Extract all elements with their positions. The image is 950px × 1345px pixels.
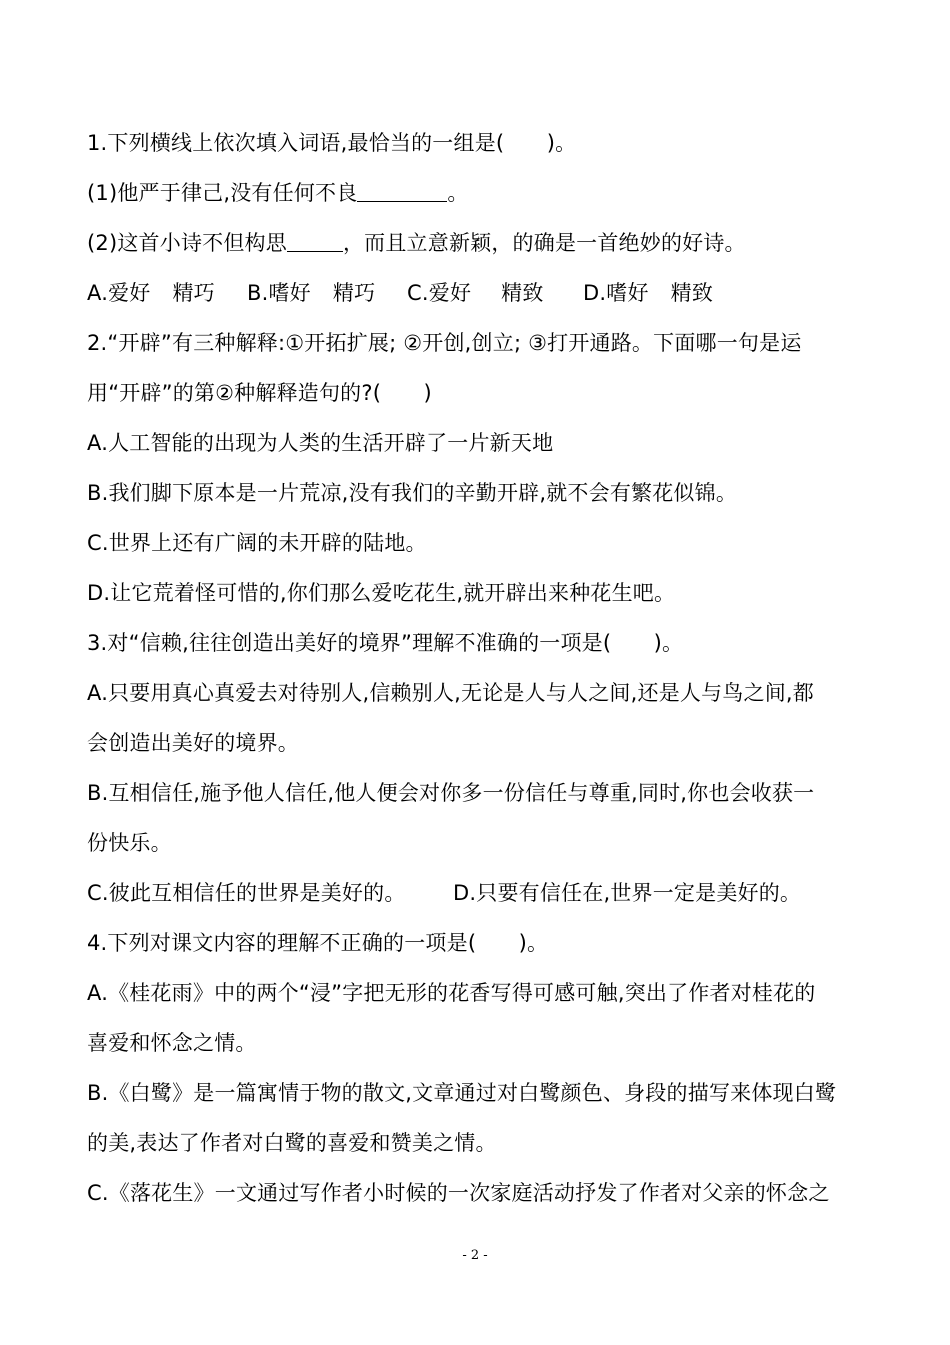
q2-option-a: A.人工智能的出现为人类的生活开辟了一片新天地 [87,431,554,455]
q1-option-d-word: 精致 [670,281,714,305]
q4-option-c-line-1: C.《落花生》一文通过写作者小时候的一次家庭活动抒发了作者对父亲的怀念之 [87,1181,830,1205]
q3-option-a-line-1: A.只要用真心真爱去对待别人,信赖别人,无论是人与人之间,还是人与鸟之间,都 [87,681,814,705]
q3-option-a-line-2: 会创造出美好的境界。 [87,731,299,755]
q2-option-b: B.我们脚下原本是一片荒凉,没有我们的辛勤开辟,就不会有繁花似锦。 [87,481,738,505]
q2-option-d: D.让它荒着怪可惜的,你们那么爱吃花生,就开辟出来种花生吧。 [87,581,676,605]
q1-stem: 1.下列横线上依次填入词语,最恰当的一组是( )。 [87,131,577,155]
q1-option-c [407,268,583,318]
q4-option-b-line-1: B.《白鹭》是一篇寓情于物的散文,文章通过对白鹭颜色、身段的描写来体现白鹭 [87,1081,837,1105]
q1-item-1-end: 。 [447,181,469,205]
q1-blank-2 [287,230,343,252]
q1-item-2-text: (2)这首小诗不但构思 [87,231,287,255]
q4-option-a-line-2: 喜爱和怀念之情。 [87,1031,257,1055]
q1-option-d-label: D.嗜好 [583,281,649,305]
q1-option-d [583,268,713,318]
q1-options [87,268,867,318]
q3-option-b-line-1: B.互相信任,施予他人信任,他人便会对你多一份信任与尊重,同时,你也会收获一 [87,781,815,805]
q1-option-b-word: 精巧 [332,281,376,305]
worksheet-page [87,118,867,1218]
page-number: - 2 - [462,1248,488,1263]
q3-option-d: D.只要有信任在,世界一定是美好的。 [453,881,802,905]
q4-option-b-line-2: 的美,表达了作者对白鹭的喜爱和赞美之情。 [87,1131,497,1155]
q1-option-a-word: 精巧 [172,281,215,305]
q3-stem: 3.对“信赖,往往创造出美好的境界”理解不准确的一项是( )。 [87,631,684,655]
q1-option-a [87,268,247,318]
q3-options-c-d [87,868,867,918]
q2-stem-line-1: 2.“开辟”有三种解释:①开拓扩展; ②开创,创立; ③打开通路。下面哪一句是运 [87,331,802,355]
q1-option-b [247,268,407,318]
q3-option-b-line-2: 份快乐。 [87,831,172,855]
q4-stem: 4.下列对课文内容的理解不正确的一项是( )。 [87,931,549,955]
q2-stem-line-2: 用“开辟”的第②种解释造句的?( ) [87,381,432,405]
q1-option-b-label: B.嗜好 [247,281,311,305]
q1-option-c-word: 精致 [501,281,544,305]
q1-blank-1 [357,180,447,202]
q1-option-a-label: A.爱好 [87,281,151,305]
q1-item-2-end: ，而且立意新颖，的确是一首绝妙的好诗。 [342,231,746,255]
q1-item-1 [87,168,867,218]
q3-option-c: C.彼此互相信任的世界是美好的。 [87,881,406,905]
q4-option-a-line-1: A.《桂花雨》中的两个“浸”字把无形的花香写得可感可触,突出了作者对桂花的 [87,981,816,1005]
q2-option-c: C.世界上还有广阔的未开辟的陆地。 [87,531,427,555]
q1-option-c-label: C.爱好 [407,281,472,305]
q1-item-1-text: (1)他严于律己,没有任何不良 [87,181,358,205]
q1-item-2 [87,218,867,268]
